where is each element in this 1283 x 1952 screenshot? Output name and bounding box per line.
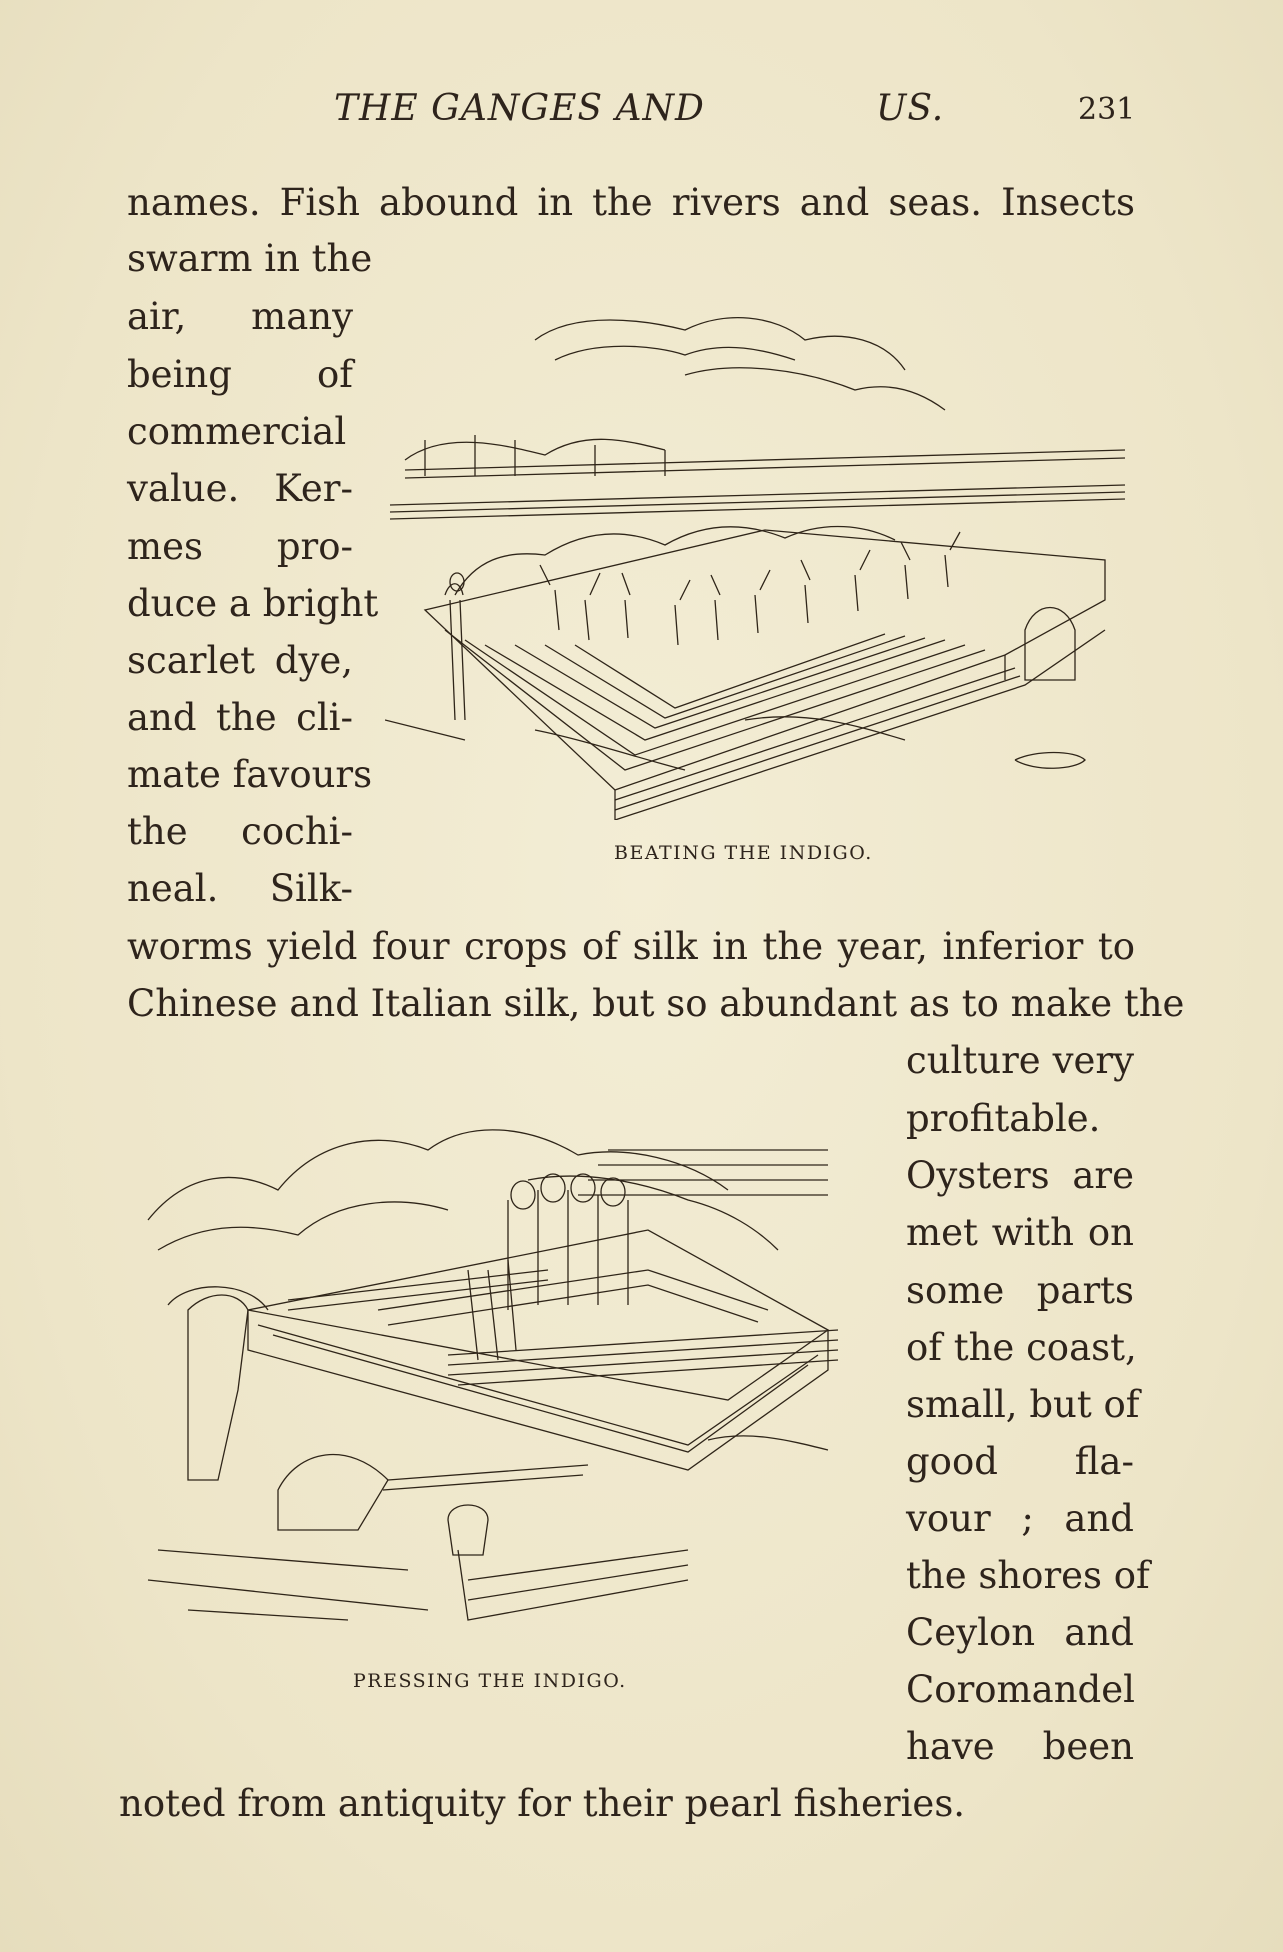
- left-column-line: commercial: [127, 410, 347, 453]
- right-column-line: Oysters are: [906, 1154, 1134, 1197]
- left-column-line: mes pro-: [127, 525, 353, 568]
- right-column-line: Coromandel: [906, 1668, 1135, 1711]
- page-header: [0, 88, 1283, 138]
- right-column-line: have been: [906, 1725, 1134, 1768]
- right-column-line: good fla-: [906, 1440, 1134, 1483]
- body-line-1: names. Fish abound in the rivers and seas. Insects: [127, 181, 1135, 224]
- figure-caption-beating: BEATING THE INDIGO.: [614, 842, 873, 864]
- right-column-line: small, but of: [906, 1383, 1140, 1426]
- illustration-pressing-indigo: [128, 1110, 890, 1630]
- right-column-line: Ceylon and: [906, 1611, 1134, 1654]
- left-column-line: the cochi-: [127, 810, 353, 853]
- left-column-line: neal. Silk-: [127, 867, 353, 910]
- left-column-line: value. Ker-: [127, 467, 353, 510]
- body-line-last: noted from antiquity for their pearl fisheries.: [119, 1782, 966, 1825]
- left-column-line: duce a bright: [127, 582, 379, 625]
- right-column-line: met with on: [906, 1211, 1134, 1254]
- running-head-title: THE GANGES AND: [334, 88, 705, 129]
- left-column-line: and the cli-: [127, 696, 353, 739]
- left-column-line: swarm in the: [127, 237, 373, 280]
- right-column-line: some parts: [906, 1269, 1134, 1312]
- page-number: 231: [1078, 92, 1136, 127]
- right-column-line: culture very: [906, 1039, 1134, 1082]
- right-column-line: the shores of: [906, 1554, 1150, 1597]
- left-column-line: scarlet dye,: [127, 639, 353, 682]
- pressing-indigo-engraving: [128, 1110, 890, 1630]
- left-column-line: mate favours: [127, 753, 373, 796]
- beating-indigo-engraving: [385, 300, 1137, 820]
- body-line-chinese: Chinese and Italian silk, but so abundant as to make the: [127, 982, 1185, 1025]
- illustration-beating-indigo: [385, 300, 1137, 820]
- left-column-line: being of: [127, 353, 353, 396]
- body-line-worms: worms yield four crops of silk in the year, inferior to: [127, 925, 1135, 968]
- right-column-line: of the coast,: [906, 1326, 1137, 1369]
- right-column-line: vour ; and: [906, 1497, 1134, 1540]
- left-column-line: air, many: [127, 295, 353, 338]
- figure-caption-pressing: PRESSING THE INDIGO.: [353, 1670, 627, 1692]
- running-head-title-end: US.: [876, 88, 945, 129]
- right-column-line: profitable.: [906, 1097, 1101, 1140]
